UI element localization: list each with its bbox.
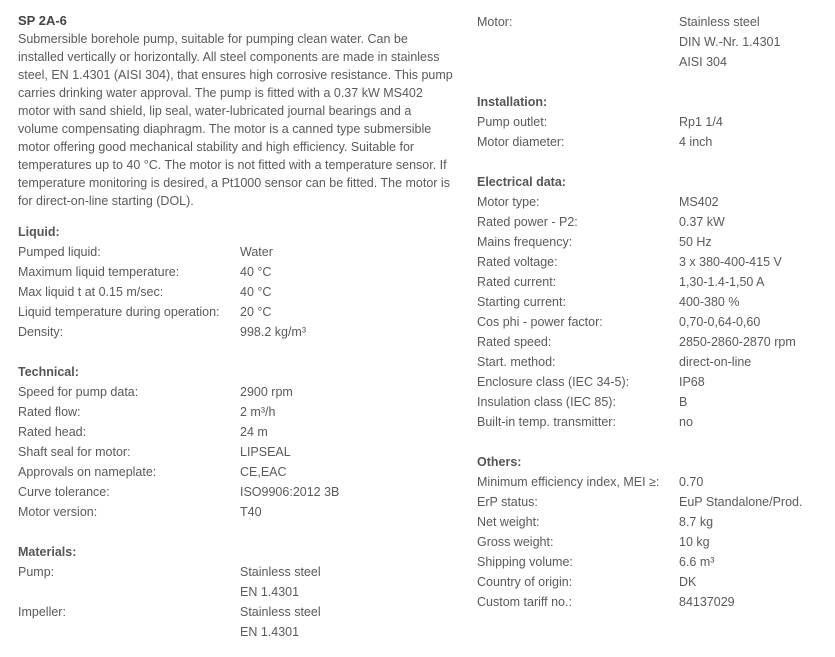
spec-label: Pumped liquid:: [18, 245, 101, 259]
spec-value: [679, 532, 827, 552]
spec-row: [477, 572, 827, 592]
spec-value: [240, 462, 458, 482]
spec-label: Speed for pump data:: [18, 385, 139, 399]
spec-value: [679, 292, 827, 312]
spec-value-line: 24 m: [240, 425, 268, 439]
spec-value: [240, 422, 458, 442]
spec-row: [477, 532, 827, 552]
spec-value-line: Water: [240, 245, 273, 259]
spec-label: Impeller:: [18, 605, 66, 619]
spec-value: [679, 132, 827, 152]
spec-row: [18, 602, 458, 642]
spec-value: [240, 262, 458, 282]
spec-label: Enclosure class (IEC 34-5):: [477, 375, 630, 389]
spec-row: [477, 472, 827, 492]
product-description: Submersible borehole pump, suitable for pumping clean water. Can be installed vertically or horizontally. All steel components are made in stainless steel, EN 1.4301 (AISI 304), that ensures high corrosive resistance. This pump carries drinking water approval. The pump is fitted with a 0.37 kW MS402 motor with sand shield, lip seal, water-lubricated journal bearings and a volume compensating diaphragm. The motor is a canned type submersible motor offering good mechanical stability and high efficiency. Suitable for temperatures up to 40 °C. The motor is not fitted with a temperature sensor. If temperature monitoring is desired, a Pt1000 sensor can be fitted. The motor is for direct-on-line starting (DOL).: [18, 32, 453, 208]
spec-value-line: EuP Standalone/Prod.: [679, 495, 803, 509]
section-heading: Technical:: [18, 365, 79, 379]
spec-value-line: 2900 rpm: [240, 385, 293, 399]
spec-label: Insulation class (IEC 85):: [477, 395, 616, 409]
spec-section: [18, 542, 458, 642]
spec-value-line: CE,EAC: [240, 465, 287, 479]
spec-label: Rated voltage:: [477, 255, 558, 269]
spec-row: [18, 262, 458, 282]
spec-value: [679, 392, 827, 412]
spec-value: [240, 382, 458, 402]
spec-value: [679, 12, 827, 72]
spec-value: [679, 352, 827, 372]
section-heading: Liquid:: [18, 225, 60, 239]
spec-value: [240, 442, 458, 462]
spec-value: [679, 272, 827, 292]
spec-row: [477, 232, 827, 252]
spec-row: [18, 322, 458, 342]
spec-value-line: Stainless steel: [240, 605, 321, 619]
spec-label: Start. method:: [477, 355, 556, 369]
spec-value-line: 0.70: [679, 475, 704, 489]
spec-label: Rated speed:: [477, 335, 552, 349]
spec-row: [18, 562, 458, 602]
spec-value: [679, 472, 827, 492]
spec-section: [477, 172, 827, 432]
spec-row: [477, 492, 827, 512]
spec-row: [477, 132, 827, 152]
spec-value: [679, 312, 827, 332]
spec-label: Rated power - P2:: [477, 215, 578, 229]
spec-label: Rated current:: [477, 275, 557, 289]
spec-label: Approvals on nameplate:: [18, 465, 157, 479]
spec-section: [18, 222, 458, 342]
spec-label: Motor:: [477, 15, 513, 29]
spec-label: Cos phi - power factor:: [477, 315, 603, 329]
spec-value: [240, 502, 458, 522]
spec-value-line: 6.6 m³: [679, 555, 715, 569]
spec-row: [477, 312, 827, 332]
spec-label: Shaft seal for motor:: [18, 445, 131, 459]
spec-value-line: 10 kg: [679, 535, 710, 549]
spec-value: [679, 492, 827, 512]
spec-label: Rated head:: [18, 425, 87, 439]
spec-value-line: MS402: [679, 195, 719, 209]
spec-value-line: 0.37 kW: [679, 215, 725, 229]
spec-row: [477, 212, 827, 232]
spec-value-line: 84137029: [679, 595, 735, 609]
spec-value: [679, 412, 827, 432]
spec-value-line: EN 1.4301: [240, 625, 300, 639]
spec-row: [477, 512, 827, 532]
spec-row: [18, 382, 458, 402]
spec-value: [679, 232, 827, 252]
spec-label: Mains frequency:: [477, 235, 573, 249]
spec-value: [240, 562, 458, 602]
spec-section: [477, 12, 827, 72]
spec-row: [477, 12, 827, 72]
spec-label: Custom tariff no.:: [477, 595, 572, 609]
right-spec-sections: [477, 12, 827, 612]
spec-value-line: EN 1.4301: [240, 585, 300, 599]
spec-label: Shipping volume:: [477, 555, 573, 569]
spec-value-line: direct-on-line: [679, 355, 752, 369]
spec-value-line: IP68: [679, 375, 705, 389]
spec-value: [240, 302, 458, 322]
spec-row: [477, 412, 827, 432]
spec-value: [240, 282, 458, 302]
spec-section: [18, 362, 458, 522]
spec-label: Starting current:: [477, 295, 566, 309]
section-heading: Installation:: [477, 95, 548, 109]
spec-value: [240, 482, 458, 502]
spec-row: [477, 352, 827, 372]
spec-row: [18, 402, 458, 422]
spec-row: [18, 442, 458, 462]
spec-label: Motor version:: [18, 505, 98, 519]
spec-value-line: LIPSEAL: [240, 445, 291, 459]
spec-label: ErP status:: [477, 495, 538, 509]
spec-label: Gross weight:: [477, 535, 554, 549]
spec-value: [679, 592, 827, 612]
spec-row: [18, 482, 458, 502]
spec-value: [679, 512, 827, 532]
spec-value: [679, 212, 827, 232]
spec-value: [679, 112, 827, 132]
spec-value-line: DIN W.-Nr. 1.4301: [679, 35, 781, 49]
spec-value-line: 2850-2860-2870 rpm: [679, 335, 796, 349]
spec-row: [18, 242, 458, 262]
spec-value-line: 50 Hz: [679, 235, 712, 249]
spec-value: [240, 402, 458, 422]
spec-value-line: 0,70-0,64-0,60: [679, 315, 761, 329]
spec-row: [477, 372, 827, 392]
spec-value-line: DK: [679, 575, 697, 589]
spec-value-line: 1,30-1.4-1,50 A: [679, 275, 765, 289]
spec-value: [240, 322, 458, 342]
spec-row: [477, 292, 827, 312]
spec-row: [477, 192, 827, 212]
spec-value-line: 8.7 kg: [679, 515, 714, 529]
spec-value-line: 40 °C: [240, 265, 272, 279]
spec-value: [679, 192, 827, 212]
spec-row: [18, 502, 458, 522]
spec-label: Country of origin:: [477, 575, 573, 589]
spec-value-line: 20 °C: [240, 305, 272, 319]
spec-value: [679, 552, 827, 572]
spec-value-line: T40: [240, 505, 262, 519]
spec-label: Max liquid t at 0.15 m/sec:: [18, 285, 164, 299]
left-spec-sections: [18, 222, 458, 642]
spec-label: Pump:: [18, 565, 55, 579]
spec-value-line: 40 °C: [240, 285, 272, 299]
section-heading: Electrical data:: [477, 175, 566, 189]
spec-value-line: 2 m³/h: [240, 405, 276, 419]
spec-value-line: no: [679, 415, 693, 429]
section-heading: Others:: [477, 455, 522, 469]
spec-value-line: AISI 304: [679, 55, 727, 69]
spec-row: [477, 112, 827, 132]
spec-row: [18, 422, 458, 442]
spec-label: Curve tolerance:: [18, 485, 110, 499]
spec-label: Density:: [18, 325, 64, 339]
spec-row: [18, 302, 458, 322]
spec-row: [18, 282, 458, 302]
spec-value-line: 4 inch: [679, 135, 713, 149]
section-heading: Materials:: [18, 545, 77, 559]
product-title: SP 2A-6: [18, 13, 67, 28]
spec-value: [679, 572, 827, 592]
spec-label: Motor diameter:: [477, 135, 565, 149]
spec-value-line: 3 x 380-400-415 V: [679, 255, 782, 269]
spec-row: [18, 462, 458, 482]
spec-value: [240, 242, 458, 262]
spec-section: [477, 452, 827, 612]
left-column: [18, 12, 458, 642]
right-column: [477, 12, 827, 612]
spec-row: [477, 392, 827, 412]
spec-label: Motor type:: [477, 195, 540, 209]
spec-value-line: 998.2 kg/m³: [240, 325, 307, 339]
spec-value: [679, 372, 827, 392]
spec-label: Minimum efficiency index, MEI ≥:: [477, 475, 660, 489]
spec-row: [477, 252, 827, 272]
spec-value-line: Stainless steel: [240, 565, 321, 579]
spec-section: [477, 92, 827, 152]
spec-value-line: Rp1 1/4: [679, 115, 723, 129]
spec-label: Built-in temp. transmitter:: [477, 415, 616, 429]
spec-value: [679, 332, 827, 352]
spec-row: [477, 552, 827, 572]
spec-row: [477, 332, 827, 352]
spec-label: Rated flow:: [18, 405, 81, 419]
spec-label: Pump outlet:: [477, 115, 548, 129]
spec-value-line: 400-380 %: [679, 295, 740, 309]
spec-label: Liquid temperature during operation:: [18, 305, 220, 319]
spec-label: Maximum liquid temperature:: [18, 265, 180, 279]
spec-value: [679, 252, 827, 272]
spec-row: [477, 272, 827, 292]
spec-value-line: B: [679, 395, 688, 409]
spec-row: [477, 592, 827, 612]
spec-value-line: ISO9906:2012 3B: [240, 485, 340, 499]
spec-value: [240, 602, 458, 642]
spec-value-line: Stainless steel: [679, 15, 760, 29]
spec-label: Net weight:: [477, 515, 540, 529]
